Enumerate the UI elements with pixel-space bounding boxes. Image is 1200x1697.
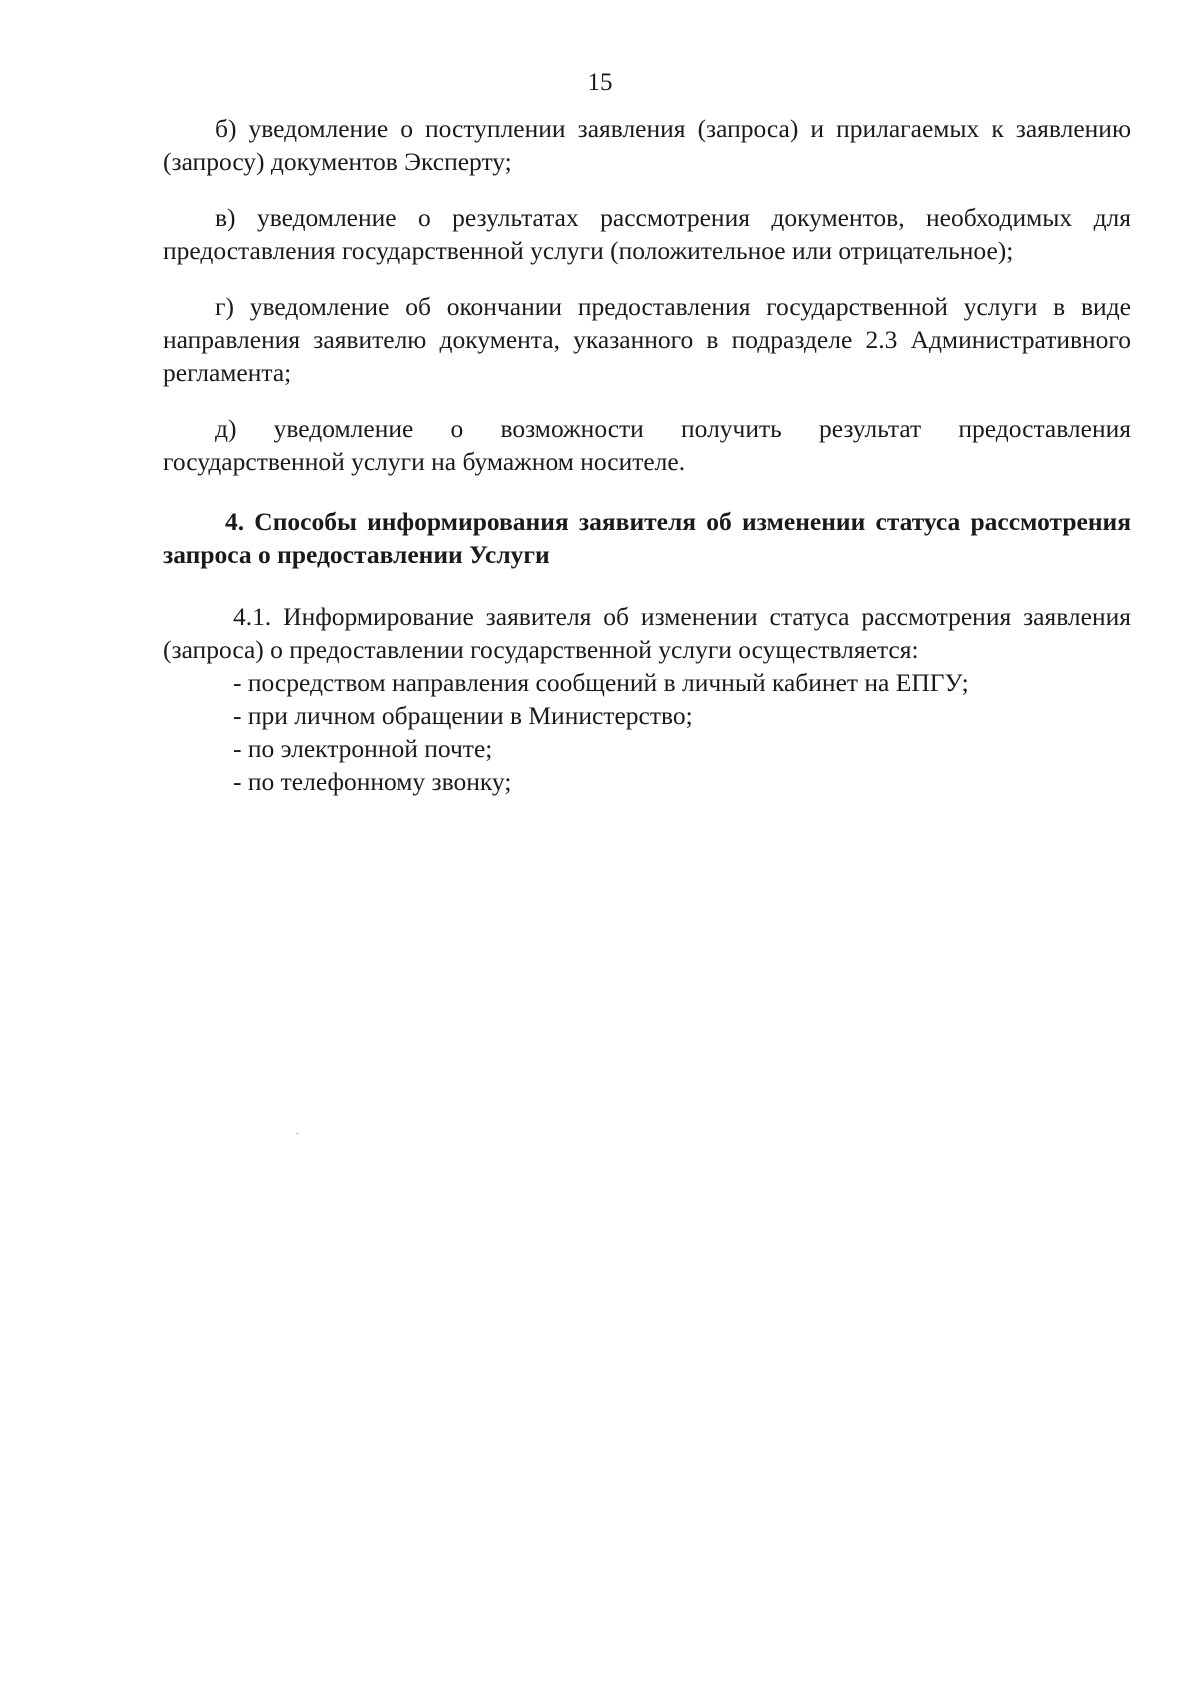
paragraph-4-1: 4.1. Информирование заявителя об изменении статуса рассмотрения заявления (запроса) о предоставлении государственной услуги осуществляется:	[163, 602, 1131, 664]
document-body	[163, 112, 1131, 798]
scan-artifact	[296, 1133, 299, 1134]
list-item: - по телефонному звонку;	[233, 767, 512, 796]
paragraph-g: г) уведомление об окончании предоставления государственной услуги в виде направления заявителю документа, указанного в подразделе 2.3 Административного регламента;	[163, 292, 1131, 387]
list-item: - по электронной почте;	[233, 734, 493, 763]
page-number: 15	[587, 69, 613, 96]
paragraph-v: в) уведомление о результатах рассмотрения документов, необходимых для предоставления государственной услуги (положительное или отрицательное);	[163, 203, 1131, 265]
list-item: - при личном обращении в Министерство;	[233, 701, 693, 730]
notification-methods-list	[163, 666, 1131, 798]
list-item: - посредством направления сообщений в личный кабинет на ЕПГУ;	[233, 668, 969, 697]
paragraph-d: д) уведомление о возможности получить результат предоставления государственной услуги на бумажном носителе.	[163, 414, 1131, 476]
section-4-heading: 4. Способы информирования заявителя об изменении статуса рассмотрения запроса о предоставлении Услуги	[163, 507, 1131, 569]
paragraph-b: б) уведомление о поступлении заявления (запроса) и прилагаемых к заявлению (запросу) документов Эксперту;	[163, 114, 1131, 176]
